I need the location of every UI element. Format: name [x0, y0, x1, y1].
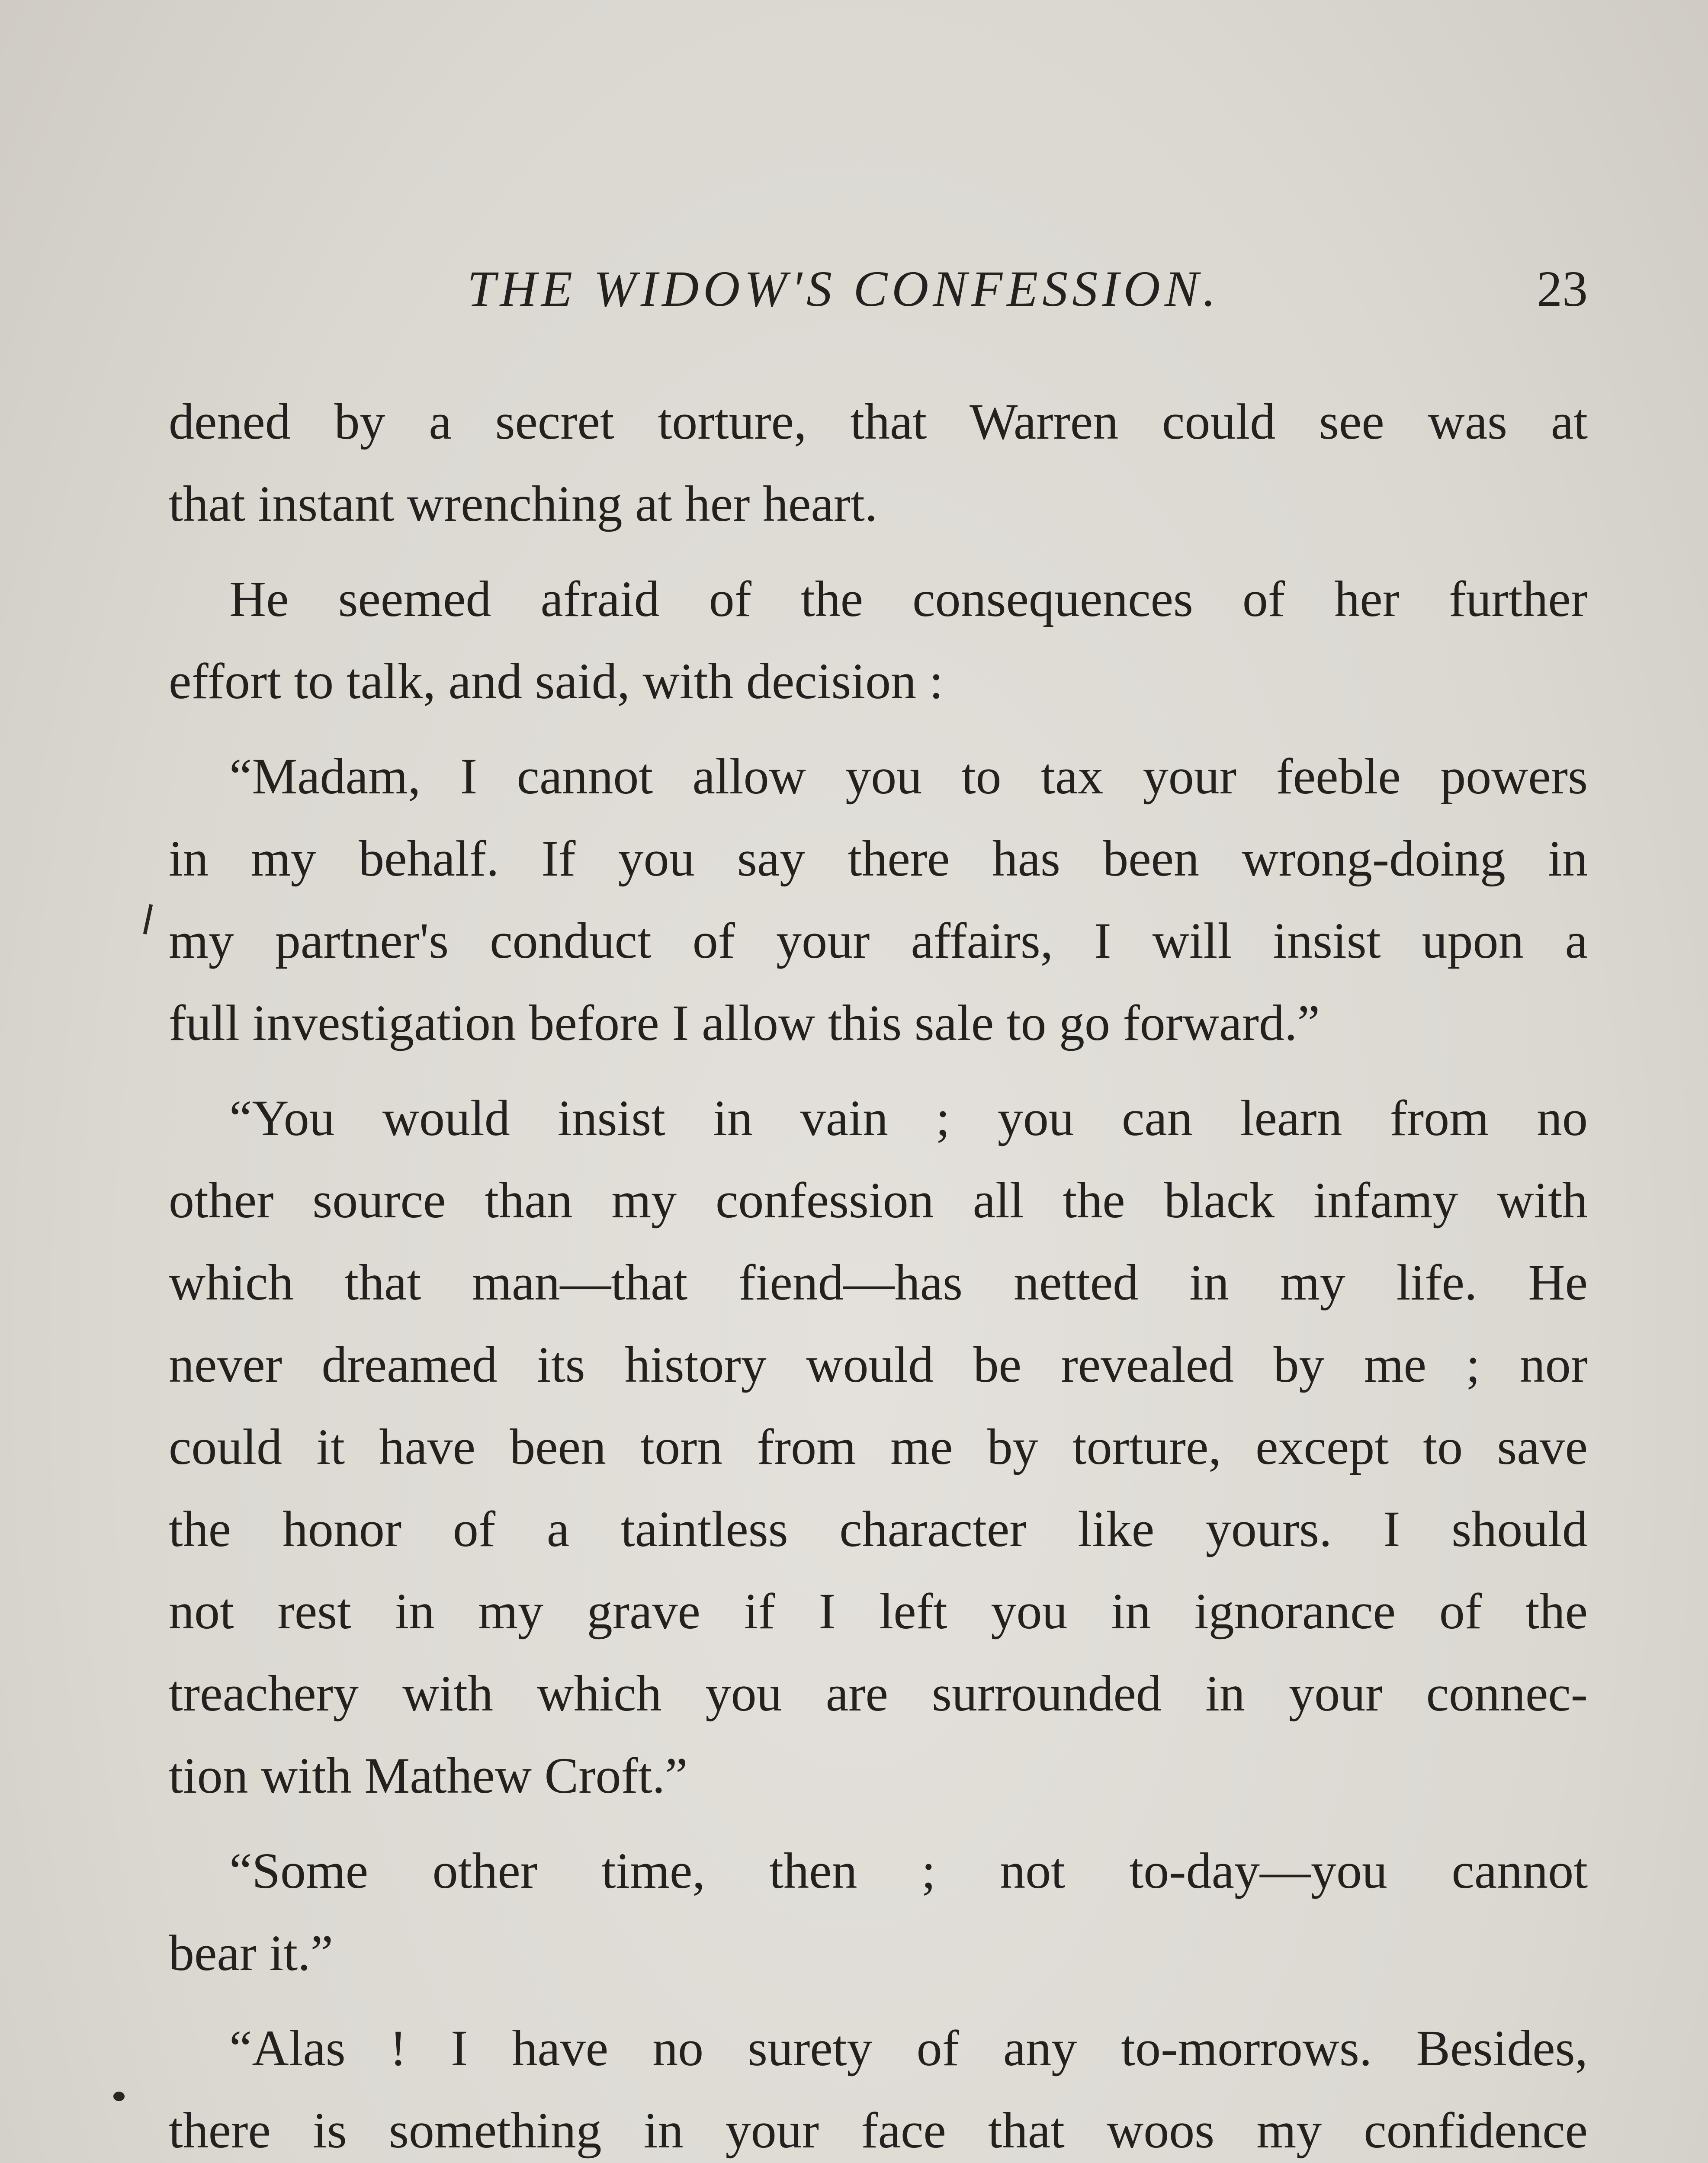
text-line: “Alas ! I have no surety of any to-morrows. Besides,: [229, 2020, 1588, 2076]
text-line: the honor of a taintless character like yours. I should: [169, 1501, 1588, 1557]
text-line: “Some other time, then ; not to-day—you cannot: [229, 1842, 1588, 1899]
page-number: 23: [1537, 260, 1588, 317]
text-line: He seemed afraid of the consequences of her further: [229, 571, 1588, 627]
text-line: there is something in your face that woos my confidence: [169, 2102, 1588, 2159]
text-line: could it have been torn from me by torture, except to save: [169, 1418, 1588, 1475]
text-line: not rest in my grave if I left you in ignorance of the: [169, 1583, 1588, 1640]
text-line: effort to talk, and said, with decision :: [169, 653, 944, 709]
body-text: [169, 381, 1588, 2163]
text-line: “You would insist in vain ; you can learn from no: [229, 1090, 1588, 1146]
text-line: dened by a secret torture, that Warren could see was at: [169, 393, 1588, 450]
text-line: “Madam, I cannot allow you to tax your feeble powers: [229, 748, 1588, 805]
margin-dot-mark: [113, 2092, 125, 2101]
margin-tick-mark: [143, 904, 153, 934]
text-line: tion with Mathew Croft.”: [169, 1747, 688, 1804]
text-line: other source than my confession all the black infamy with: [169, 1172, 1588, 1229]
text-line: treachery with which you are surrounded in your connec-: [169, 1665, 1588, 1722]
running-head: THE WIDOW'S CONFESSION.: [467, 260, 1220, 317]
text-line: which that man—that fiend—has netted in my life. He: [169, 1254, 1588, 1311]
text-line: that instant wrenching at her heart.: [169, 475, 878, 532]
text-line: in my behalf. If you say there has been wrong-doing in: [169, 830, 1588, 887]
text-line: full investigation before I allow this sale to go forward.”: [169, 995, 1320, 1051]
text-line: bear it.”: [169, 1925, 333, 1981]
text-line: my partner's conduct of your affairs, I will insist upon a: [169, 912, 1588, 969]
text-line: never dreamed its history would be revealed by me ; nor: [169, 1336, 1588, 1393]
page-header: [169, 260, 1588, 337]
